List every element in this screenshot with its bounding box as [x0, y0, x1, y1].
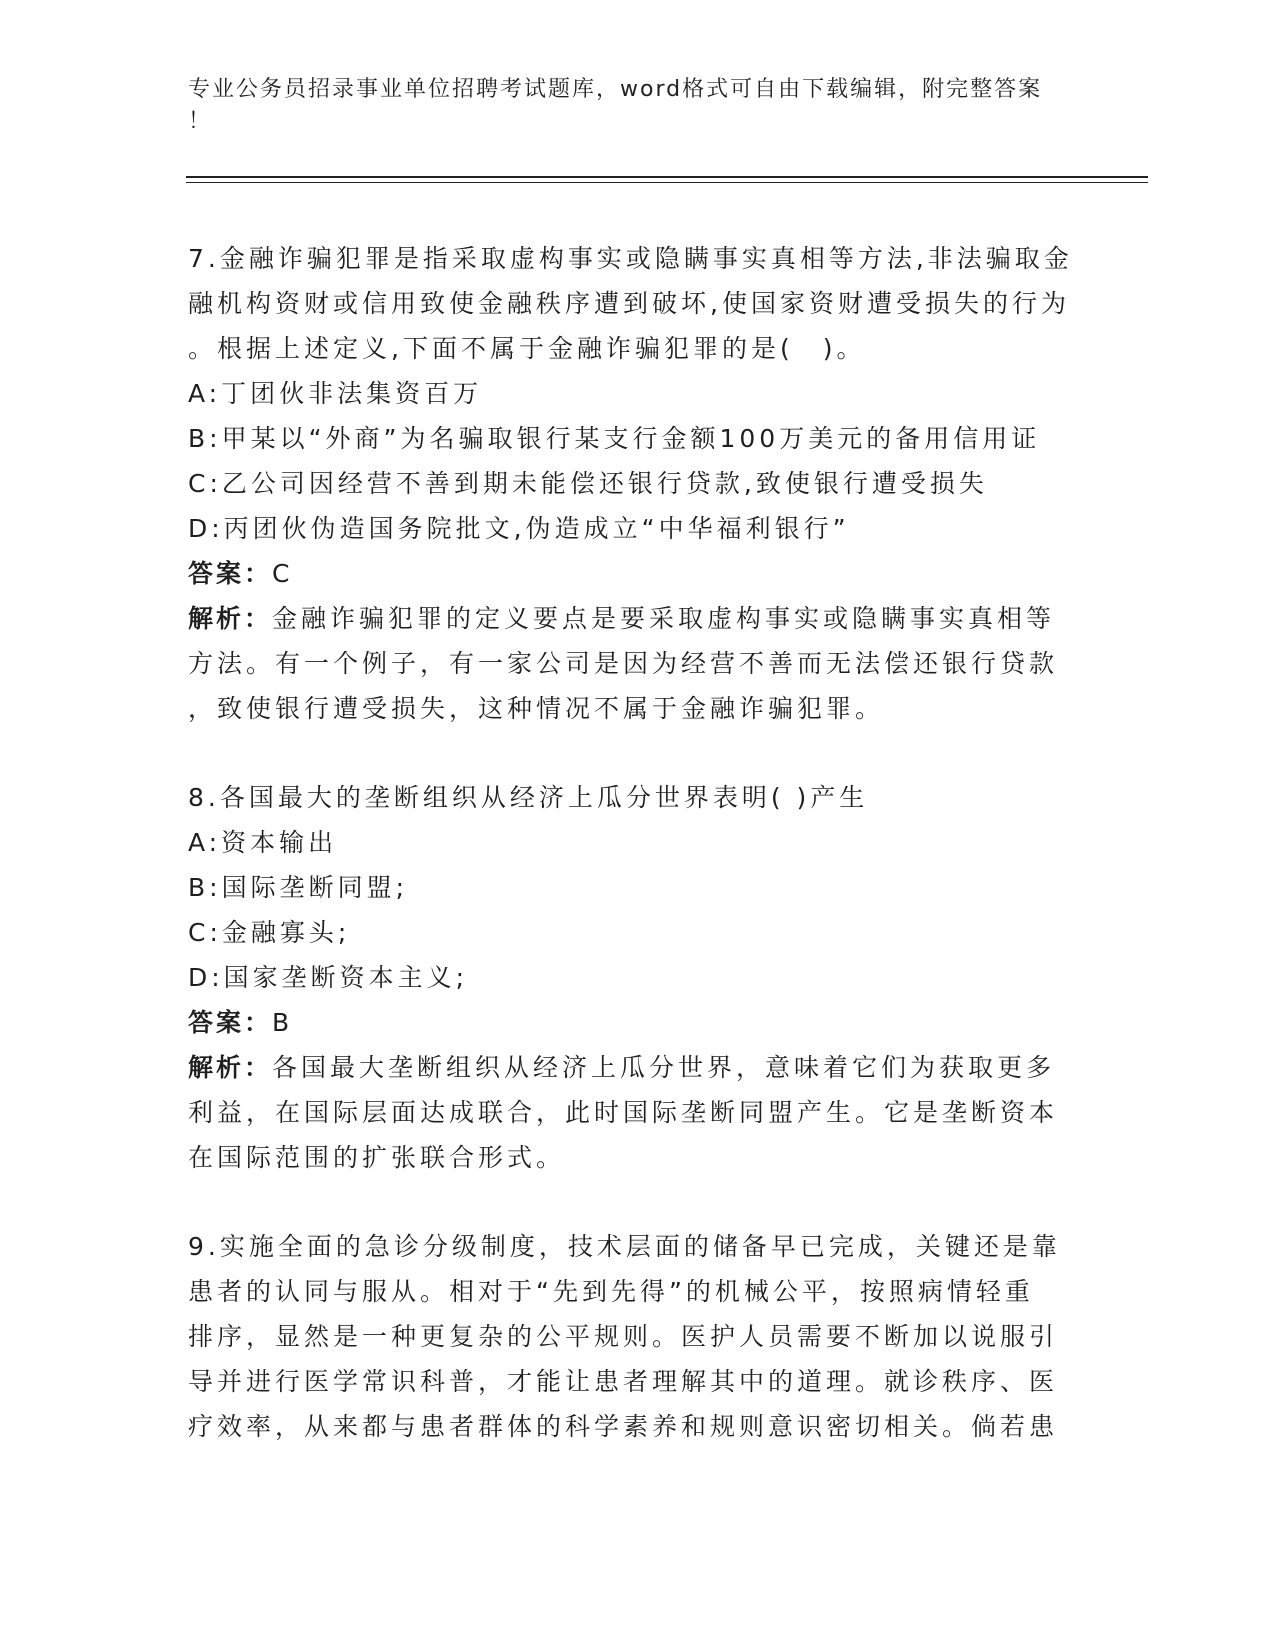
- question-stem-line: 9.实施全面的急诊分级制度，技术层面的储备早已完成，关键还是靠: [188, 1232, 1061, 1261]
- answer-value: B: [272, 1008, 294, 1037]
- answer-label: 答案：: [188, 559, 273, 588]
- option-c: C:乙公司因经营不善到期未能偿还银行贷款,致使银行遭受损失: [188, 469, 988, 498]
- question-stem-line: 患者的认同与服从。相对于“先到先得”的机械公平，按照病情轻重: [188, 1277, 1034, 1306]
- page-header: [188, 74, 1068, 138]
- option-c: C:金融寡头;: [188, 918, 351, 947]
- question-7: [188, 236, 1078, 731]
- question-stem-line: 疗效率，从来都与患者群体的科学素养和规则意识密切相关。倘若患: [188, 1412, 1059, 1441]
- option-a: A:资本输出: [188, 828, 338, 857]
- question-9: [188, 1224, 1078, 1449]
- analysis-label: 解析：: [188, 604, 273, 633]
- analysis-line: ，致使银行遭受损失，这种情况不属于金融诈骗犯罪。: [188, 694, 885, 723]
- analysis-line: 利益，在国际层面达成联合，此时国际垄断同盟产生。它是垄断资本: [188, 1098, 1059, 1127]
- analysis-text: 金融诈骗犯罪的定义要点是要采取虚构事实或隐瞒事实真相等: [272, 604, 1056, 633]
- header-divider-thick: [186, 176, 1148, 178]
- header-line-2: ！: [188, 109, 213, 134]
- question-stem-line: 7.金融诈骗犯罪是指采取虚构事实或隐瞒事实真相等方法,非法骗取金: [188, 244, 1073, 273]
- header-divider-thin: [186, 182, 1148, 183]
- question-stem-line: 。根据上述定义,下面不属于金融诈骗犯罪的是( )。: [188, 334, 866, 363]
- answer-value: C: [272, 559, 294, 588]
- answer-line: [188, 1000, 1078, 1045]
- analysis-label: 解析：: [188, 1053, 273, 1082]
- analysis-line: [188, 1045, 1078, 1090]
- question-stem-line: 排序，显然是一种更复杂的公平规则。医护人员需要不断加以说服引: [188, 1322, 1059, 1351]
- analysis-line: [188, 596, 1078, 641]
- answer-label: 答案：: [188, 1008, 273, 1037]
- question-stem-line: 融机构资财或信用致使金融秩序遭到破坏,使国家资财遭受损失的行为: [188, 289, 1070, 318]
- option-d: D:丙团伙伪造国务院批文,伪造成立“中华福利银行”: [188, 514, 850, 543]
- analysis-text: 各国最大垄断组织从经济上瓜分世界，意味着它们为获取更多: [272, 1053, 1056, 1082]
- question-list: [188, 236, 1078, 1493]
- analysis-line: 方法。有一个例子，有一家公司是因为经营不善而无法偿还银行贷款: [188, 649, 1059, 678]
- question-stem-line: 8.各国最大的垄断组织从经济上瓜分世界表明( )产生: [188, 783, 869, 812]
- option-a: A:丁团伙非法集资百万: [188, 379, 483, 408]
- option-d: D:国家垄断资本主义;: [188, 963, 469, 992]
- question-stem-line: 导并进行医学常识科普，才能让患者理解其中的道理。就诊秩序、医: [188, 1367, 1059, 1396]
- option-b: B:甲某以“外商”为名骗取银行某支行金额100万美元的备用信用证: [188, 424, 1041, 453]
- option-b: B:国际垄断同盟;: [188, 873, 408, 902]
- header-line-1: 专业公务员招录事业单位招聘考试题库，word格式可自由下载编辑，附完整答案: [188, 77, 1043, 102]
- answer-line: [188, 551, 1078, 596]
- analysis-line: 在国际范围的扩张联合形式。: [188, 1143, 566, 1172]
- question-8: [188, 775, 1078, 1180]
